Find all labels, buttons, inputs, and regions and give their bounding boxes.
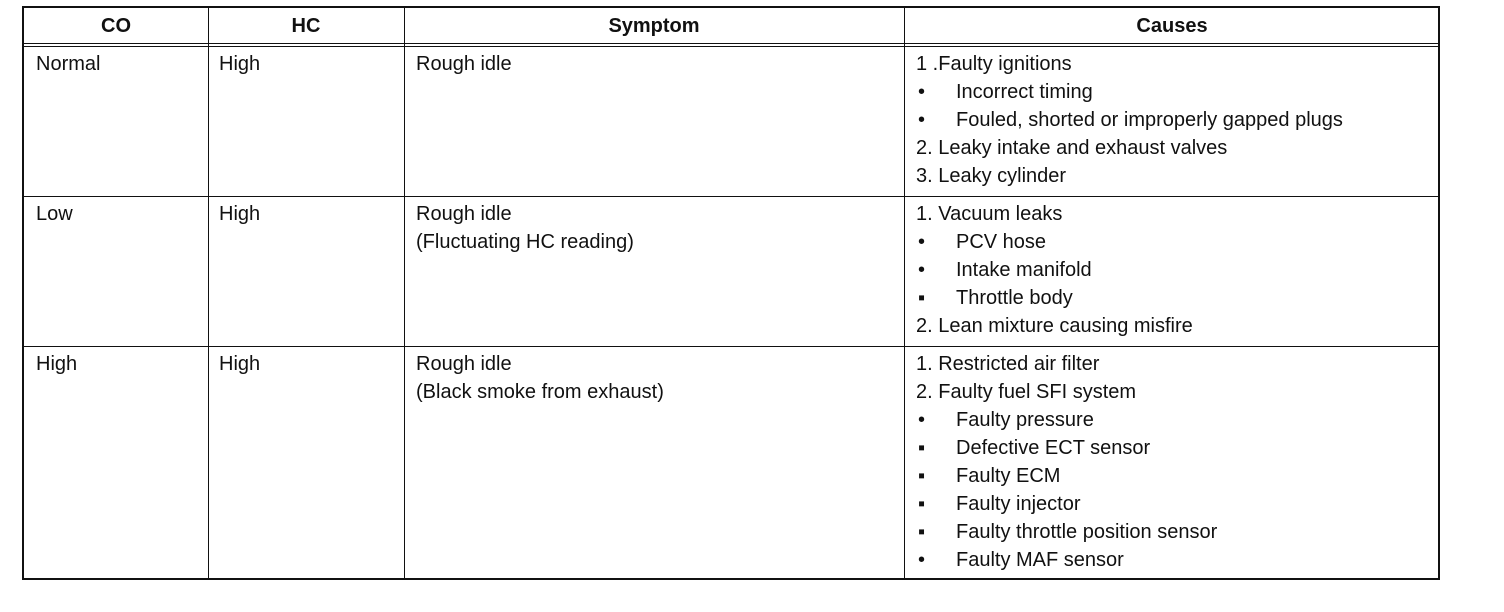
bullet-icon: • bbox=[918, 231, 926, 253]
cause-text: 1 .Faulty ignitions bbox=[916, 53, 1072, 75]
symptom-line: Rough idle bbox=[416, 203, 512, 225]
cause-item bbox=[916, 490, 1217, 518]
cause-item bbox=[916, 434, 1217, 462]
cause-item bbox=[916, 350, 1217, 378]
cell-causes bbox=[916, 200, 1193, 340]
cause-text: 2. Faulty fuel SFI system bbox=[916, 381, 1137, 403]
bullet-icon: • bbox=[918, 409, 926, 431]
bullet-icon: ▪ bbox=[918, 465, 926, 487]
column-divider bbox=[904, 8, 905, 578]
cause-text: Throttle body bbox=[956, 287, 1073, 309]
cause-text: Fouled, shorted or improperly gapped plugs bbox=[956, 109, 1343, 131]
bullet-icon: ▪ bbox=[918, 521, 926, 543]
bullet-icon: • bbox=[918, 109, 926, 131]
cause-text: 1. Restricted air filter bbox=[916, 353, 1100, 375]
cause-text: Faulty injector bbox=[956, 493, 1081, 515]
cell-hc: High bbox=[219, 53, 261, 75]
header-hc: HC bbox=[291, 14, 321, 37]
cause-item bbox=[916, 256, 1193, 284]
symptom-line: Rough idle bbox=[416, 53, 512, 75]
cause-text: Faulty ECM bbox=[956, 465, 1061, 487]
bullet-icon: • bbox=[918, 259, 926, 281]
bullet-icon: ▪ bbox=[918, 437, 926, 459]
cause-item bbox=[916, 78, 1343, 106]
bullet-icon: • bbox=[918, 549, 926, 571]
cell-co: High bbox=[36, 353, 78, 375]
cell-symptom bbox=[416, 200, 634, 256]
bullet-icon: ▪ bbox=[918, 493, 926, 515]
cause-text: Faulty pressure bbox=[956, 409, 1094, 431]
row-divider bbox=[24, 346, 1438, 347]
cause-item bbox=[916, 134, 1343, 162]
cause-item bbox=[916, 462, 1217, 490]
cause-item bbox=[916, 284, 1193, 312]
cell-hc: High bbox=[219, 203, 261, 225]
column-divider bbox=[404, 8, 405, 578]
cell-co: Normal bbox=[36, 53, 101, 75]
header-symptom: Symptom bbox=[608, 14, 700, 37]
cause-item bbox=[916, 228, 1193, 256]
cause-item bbox=[916, 406, 1217, 434]
cause-text: 3. Leaky cylinder bbox=[916, 165, 1067, 187]
cause-item bbox=[916, 106, 1343, 134]
symptom-line: Rough idle bbox=[416, 353, 512, 375]
cause-item bbox=[916, 546, 1217, 574]
symptom-line: (Fluctuating HC reading) bbox=[416, 231, 634, 253]
cell-co: Low bbox=[36, 203, 73, 225]
cell-causes bbox=[916, 50, 1343, 190]
cause-item bbox=[916, 50, 1343, 78]
cause-item bbox=[916, 312, 1193, 340]
cause-text: Defective ECT sensor bbox=[956, 437, 1151, 459]
diagnosis-table bbox=[22, 6, 1440, 580]
cell-symptom bbox=[416, 350, 664, 406]
cause-text: PCV hose bbox=[956, 231, 1047, 253]
cell-symptom bbox=[416, 50, 512, 78]
column-divider bbox=[208, 8, 209, 578]
header-co: CO bbox=[101, 14, 131, 37]
cause-item bbox=[916, 518, 1217, 546]
row-divider bbox=[24, 196, 1438, 197]
cause-text: 2. Leaky intake and exhaust valves bbox=[916, 137, 1228, 159]
cause-text: Incorrect timing bbox=[956, 81, 1093, 103]
header-causes: Causes bbox=[1136, 14, 1208, 37]
cause-text: 2. Lean mixture causing misfire bbox=[916, 315, 1193, 337]
cause-item bbox=[916, 162, 1343, 190]
bullet-icon: ▪ bbox=[918, 287, 926, 309]
cause-item bbox=[916, 378, 1217, 406]
bullet-icon: • bbox=[918, 81, 926, 103]
cell-hc: High bbox=[219, 353, 261, 375]
cause-text: Faulty MAF sensor bbox=[956, 549, 1124, 571]
cause-text: 1. Vacuum leaks bbox=[916, 203, 1063, 225]
cause-item bbox=[916, 200, 1193, 228]
cause-text: Intake manifold bbox=[956, 259, 1092, 281]
cause-text: Faulty throttle position sensor bbox=[956, 521, 1218, 543]
cell-causes bbox=[916, 350, 1217, 574]
symptom-line: (Black smoke from exhaust) bbox=[416, 381, 664, 403]
